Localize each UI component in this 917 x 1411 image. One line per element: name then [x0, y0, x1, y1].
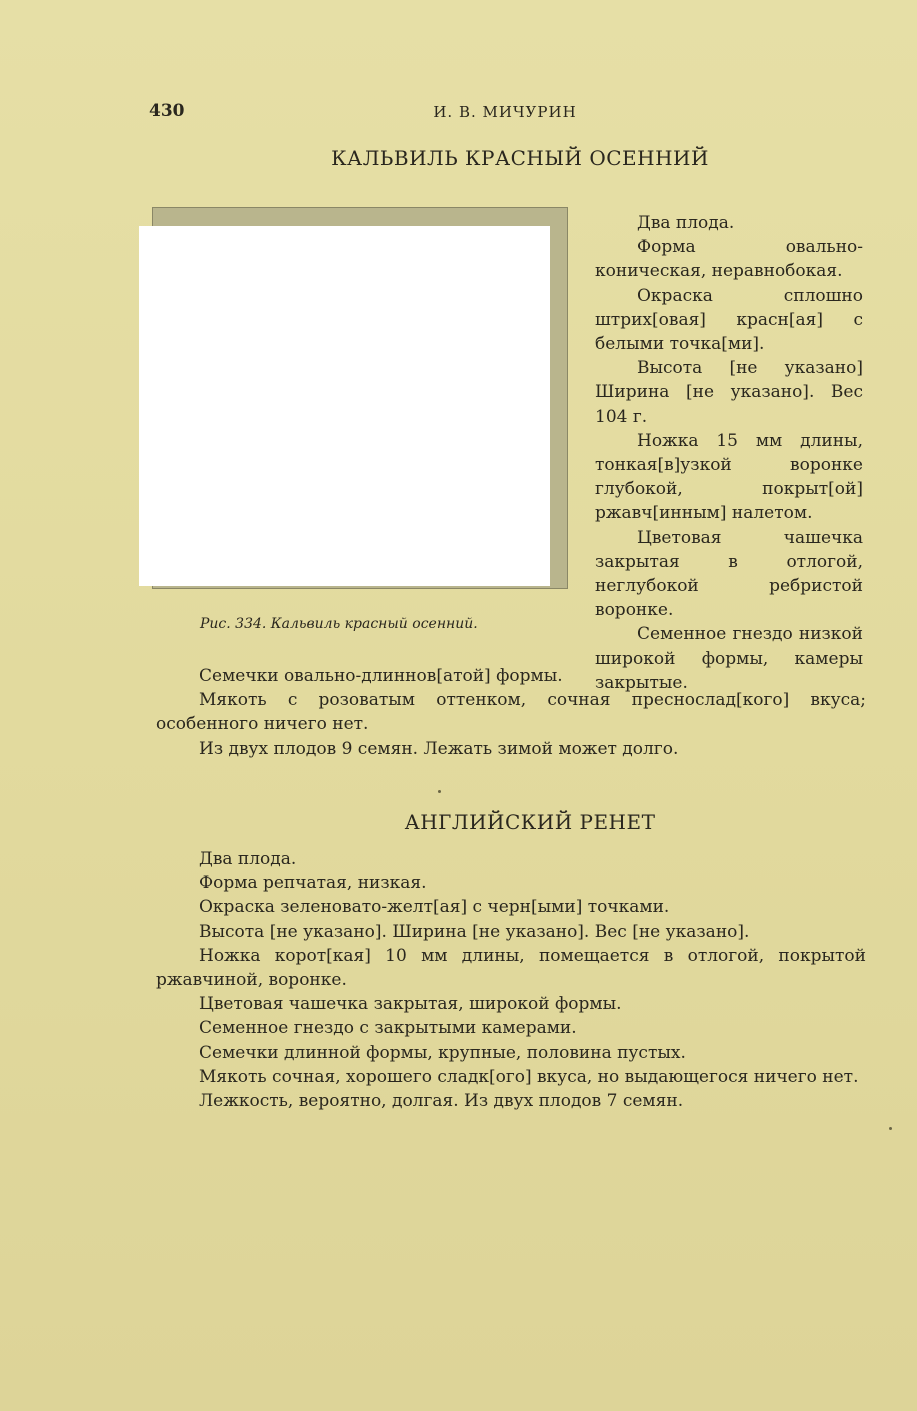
print-speck	[889, 1127, 892, 1130]
paragraph: Ножка 15 мм длины, тонкая[в]узкой воронке глубокой, покрыт[ой] ржавч[инным] налетом.	[595, 430, 863, 524]
paragraph: Форма репчатая, низкая.	[199, 873, 427, 894]
section2-body-text	[156, 847, 866, 1113]
running-head: И. В. МИЧУРИН	[433, 103, 577, 121]
paragraph: Два плода.	[637, 213, 735, 233]
paragraph: Мякоть с розоватым оттенком, сочная преснослад[кого] вкуса; особенного ничего нет.	[156, 690, 866, 735]
paragraph: Окраска зеленовато-желт[ая] с черн[ыми] точками.	[199, 897, 670, 918]
paragraph: Из двух плодов 9 семян. Лежать зимой может долго.	[199, 738, 679, 759]
paragraph: Семечки длинной формы, крупные, половина пустых.	[199, 1042, 686, 1063]
section1-body-text	[156, 664, 866, 761]
figure-caption: Рис. 334. Кальвиль красный осенний.	[200, 616, 478, 632]
paragraph: Два плода.	[199, 849, 297, 869]
paragraph: Семечки овально-длиннов[атой] формы.	[199, 666, 563, 686]
paragraph: Окраска сплошно штрих[овая] красн[ая] с белыми точка[ми].	[595, 285, 863, 355]
paragraph: Высота [не указано] Ширина [не указано]. Вес 104 г.	[595, 358, 863, 427]
paragraph: Семенное гнездо с закрытыми камерами.	[199, 1018, 577, 1039]
figure-image-placeholder	[139, 226, 550, 586]
paragraph: Цветовая чашечка закрытая, широкой формы.	[199, 994, 622, 1015]
print-speck	[438, 790, 441, 793]
paragraph: Цветовая чашечка закрытая в отлогой, неглубокой ребристой воронке.	[595, 527, 863, 621]
side-column-text	[595, 211, 863, 695]
paragraph: Лежкость, вероятно, долгая. Из двух плодов 7 семян.	[199, 1091, 684, 1112]
paragraph: Мякоть сочная, хорошего сладк[ого] вкуса, но выдающегося ничего нет.	[199, 1066, 859, 1087]
paragraph: Семенное гнездо низкой широкой формы, камеры закрытые.	[595, 624, 863, 693]
section-title-calville: КАЛЬВИЛЬ КРАСНЫЙ ОСЕННИЙ	[331, 146, 709, 170]
paragraph: Ножка корот[кая] 10 мм длины, помещается в отлогой, покрытой ржавчиной, воронке.	[156, 945, 866, 991]
paragraph: Высота [не указано]. Ширина [не указано]. Вес [не указано].	[199, 921, 750, 942]
page-number: 430	[149, 101, 185, 121]
section-title-english-rennet: АНГЛИЙСКИЙ РЕНЕТ	[404, 810, 656, 834]
paragraph: Форма овально-коническая, неравнобокая.	[595, 237, 863, 282]
